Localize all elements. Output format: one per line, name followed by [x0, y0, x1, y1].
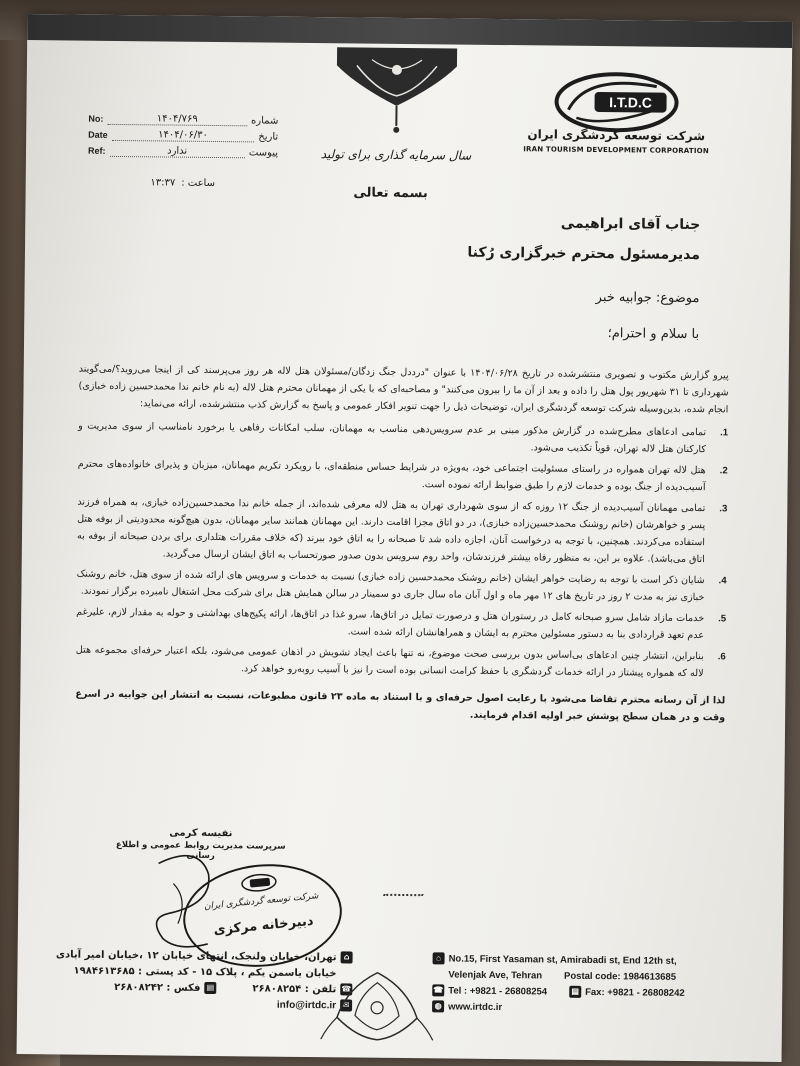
date-label-fa: تاریخ — [258, 130, 279, 143]
logo-text: I.T.D.C — [609, 94, 653, 111]
list-item-text: تمامی مهمانان آسیب‌دیده از جنگ ۱۲ روزه که از سوی شهرداری تهران به هتل لاله معرفی شده‌اند، از جمله خانم ندا محمدحسین‌زاده خبازی، به همراه فرزند پسر و خواهرشان (خانم روشنک محمدحسین‌زاده خبازی)، در دو اتاق مجزا اقامت دارند. این مهمانان همانند سایر مهمانان، بدون هیچ‌گونه محدودیتی از بوفه هتل استفاده می‌کردند. همچنین، با توجه به درخواست آنان، اجازه داده شد تا صبحانه را به اتاق خود ببرند (که خلاف مقررات هتلداری برای بردن صبحانه از بوفه به اتاق می‌باشد). علاوه بر این، به منظور رفاه بیشتر فرزندشان، واحد روم سرویس بدون صدور صورتحساب به اتاق ایشان ارسال می‌گردید. — [76, 496, 706, 566]
footer-contact-fa — [55, 947, 353, 1014]
list-item — [77, 494, 728, 569]
recipient-title: مدیرمسئول محترم خبرگزاری رُکنا — [467, 244, 701, 264]
footer-contact-en — [432, 950, 718, 1017]
letter-body — [75, 361, 729, 727]
list-item-number: 5. — [718, 613, 727, 625]
list-item-number: 1. — [720, 427, 729, 439]
list-item-number: 3. — [719, 503, 728, 515]
list-item — [76, 642, 726, 683]
footer-address-fa-2: خیابان یاسمن یکم ، پلاک ۱۵ - کد پستی : ۱۹۸۴۶۱۳۶۸۵ — [73, 965, 337, 979]
intro-paragraph: پیرو گزارش مکتوب و تصویری منتشرشده در تاریخ ۱۴۰۴/۰۶/۲۸ با عنوان "درددل جنگ زدگان/مسئولان هتل لاله هر روز می‌پرسند کی از اینجا می‌روید؟/می‌گویند شهرداری تا ۳۱ شهریور پول هتل را داده و بعد از آن ما را بیرون می‌کنند" و مصاحبه‌ای که با یکی از مهمانان محترم هتل لاله (به نام خانم ندا محمدحسین زاده خبازی) انجام شده، بدین‌وسیله شرکت توسعه گردشگری ایران، توضیحات ذیل را جهت تنویر افکار عمومی و پاسخ به گزارش کذب منتشرشده، ارائه می‌نماید: — [78, 363, 729, 416]
date-label-en: Date — [88, 129, 108, 140]
subject: موضوع: جوابیه خبر — [595, 289, 700, 307]
stamp-office: دبیرخانه مرکزی — [212, 913, 315, 939]
list-item — [76, 604, 726, 645]
ref-label-en: Ref: — [87, 145, 106, 156]
list-item — [77, 456, 727, 497]
fax-icon: ▤ — [204, 982, 216, 994]
stamp-logo-icon — [239, 871, 279, 894]
number-value: ۱۴۰۴/۷۶۹ — [107, 113, 247, 126]
company-name-en: IRAN TOURISM DEVELOPMENT CORPORATION — [523, 145, 709, 156]
letter-paper — [17, 14, 793, 1062]
list-item-number: 6. — [717, 651, 726, 663]
footer-tel-en: Tel : +9821 - 26808254 — [448, 984, 548, 998]
signer-title: سرپرست مدیریت روابط عمومی و اطلاع رسانی — [115, 839, 286, 862]
meta-ref-row — [88, 143, 278, 161]
meta-time — [88, 177, 278, 190]
meta-number-row — [88, 111, 278, 129]
letter-meta — [88, 111, 278, 161]
ref-value: ندارد — [109, 145, 244, 158]
phone-icon: ☎ — [432, 984, 444, 996]
list-item-number: 4. — [718, 575, 727, 587]
bismillah: بسمه تعالی — [353, 185, 428, 202]
phone-icon: ☎ — [340, 983, 352, 995]
stamp-company: شرکت توسعه گردشگری ایران — [203, 891, 319, 912]
company-name-fa: شرکت توسعه گردشگری ایران — [527, 127, 706, 144]
footer-postal-en: Postal code: 1984613685 — [564, 970, 677, 983]
ornament-icon — [326, 45, 467, 146]
footer-web: www.irtdc.ir — [448, 1000, 503, 1013]
itdc-logo-icon — [546, 65, 687, 136]
globe-icon: ◍ — [432, 1000, 444, 1012]
recipient-name: جناب آقای ابراهیمی — [560, 215, 701, 234]
list-item-text: هتل لاله تهران همواره در راستای مسئولیت اجتماعی خود، به‌ویژه در شرایط حساس منطقه‌ای، با رویکرد تکریم مهمانان، میزبان و پذیرای خانواده‌های محترم آسیب‌دیده از جنگ بوده و خدمات لازم را طبق ضوابط ارائه نموده است. — [77, 458, 706, 494]
number-label-fa: شماره — [251, 114, 279, 127]
list-item — [78, 418, 728, 459]
list-item-text: بنابراین، انتشار چنین ادعاهای بی‌اساس بدون بررسی صحت موضوع، نه تنها باعث ایجاد تشویش در اذهان عمومی می‌شود، بلکه اعتبار حرفه‌ای مجموعه هتل لاله که همواره پیشتاز در ارائه خدمات گردشگری با حفظ کرامت انسانی بوده است را نیز با آسیب روبه‌رو خواهد کرد. — [75, 644, 704, 680]
footer-fax-fa: فکس : ۲۶۸۰۸۲۴۲ — [114, 981, 201, 994]
date-value: ۱۴۰۴/۰۶/۳۰ — [112, 129, 255, 142]
time-label: ساعت : — [181, 177, 216, 189]
email-icon: ✉ — [340, 999, 352, 1011]
footer-email: info@irtdc.ir — [276, 999, 337, 1011]
ref-label-fa: پیوست — [248, 146, 279, 159]
list-item-text: شایان ذکر است با توجه به رضایت خواهر ایشان (خانم روشنک محمدحسین زاده خبازی) نسبت به خدمات و سرویس های ارائه شده از سوی هتل، خانم روشنک خبازی نیز به مدت ۲ روز در تاریخ های ۱۲ مهر ماه و اول آبان ماه سال جاری دو سمینار در سالن همایش هتل برای شرکت محل اشتغال نامبرده برگزار نمودند. — [76, 568, 705, 604]
list-item-text: خدمات مازاد شامل سرو صبحانه کامل در رستوران هتل و درصورت تمایل در اتاق‌ها، سرو غذا در اتاق‌ها، ارائه پکیج‌های بهداشتی و حوله به مقدار لازم، علیرغم عدم تعهد قراردادی بنا به دستور مسئولین محترم به ایشان و همراهانشان ارائه شده است. — [76, 606, 705, 642]
greeting: با سلام و احترام؛ — [607, 326, 700, 343]
footer-address-en-1: No.15, First Yasaman st, Amirabadi st, End 12th st, — [448, 952, 677, 967]
list-item-number: 2. — [719, 465, 728, 477]
closing-paragraph: لذا از آن رسانه محترم تقاضا می‌شود با رعایت اصول حرفه‌ای و با استناد به ماده ۲۳ قانون مطبوعات، نسبت به انتشار این جوابیه در اسرع وقت و در همان سطح پوشش خبر اولیه اقدام فرمایند. — [75, 688, 726, 724]
footer-address-fa-1: تهران، خیابان ولنجک، انتهای خیابان ۱۲ ،خیابان امیر آبادی — [55, 948, 337, 963]
list-item — [76, 566, 726, 607]
footer-ornament-icon — [317, 967, 438, 1043]
home-icon: ⌂ — [341, 951, 353, 963]
footer-phone-fa: تلفن : ۲۶۸۰۸۲۵۴ — [252, 982, 337, 995]
slogan: سال سرمایه گذاری برای تولید — [320, 147, 472, 163]
footer-email-row — [87, 995, 352, 1014]
list-item-text: تمامی ادعاهای مطرح‌شده در گزارش مذکور مبنی بر عدم سرویس‌دهی مناسب به مهمانان، سلب امکانات رفاهی یا برخورد نامناسب از سوی مدیریت و کارکنان هتل لاله تهران، قویاً تکذیب می‌شود. — [78, 420, 707, 456]
fax-icon: ▤ — [569, 986, 581, 998]
number-label-en: No: — [88, 113, 104, 124]
footer-address-en-2: Velenjak Ave, Tehran — [448, 968, 543, 981]
footer-fax-en: Fax: +9821 - 26808242 — [585, 986, 685, 999]
meta-date-row — [88, 127, 278, 145]
time-value: ۱۳:۳۷ — [150, 177, 176, 189]
signer-name: نفیسه کرمی — [169, 827, 233, 840]
divider — [383, 894, 423, 896]
home-icon: ⌂ — [433, 952, 445, 964]
footer-web-row — [432, 998, 717, 1017]
